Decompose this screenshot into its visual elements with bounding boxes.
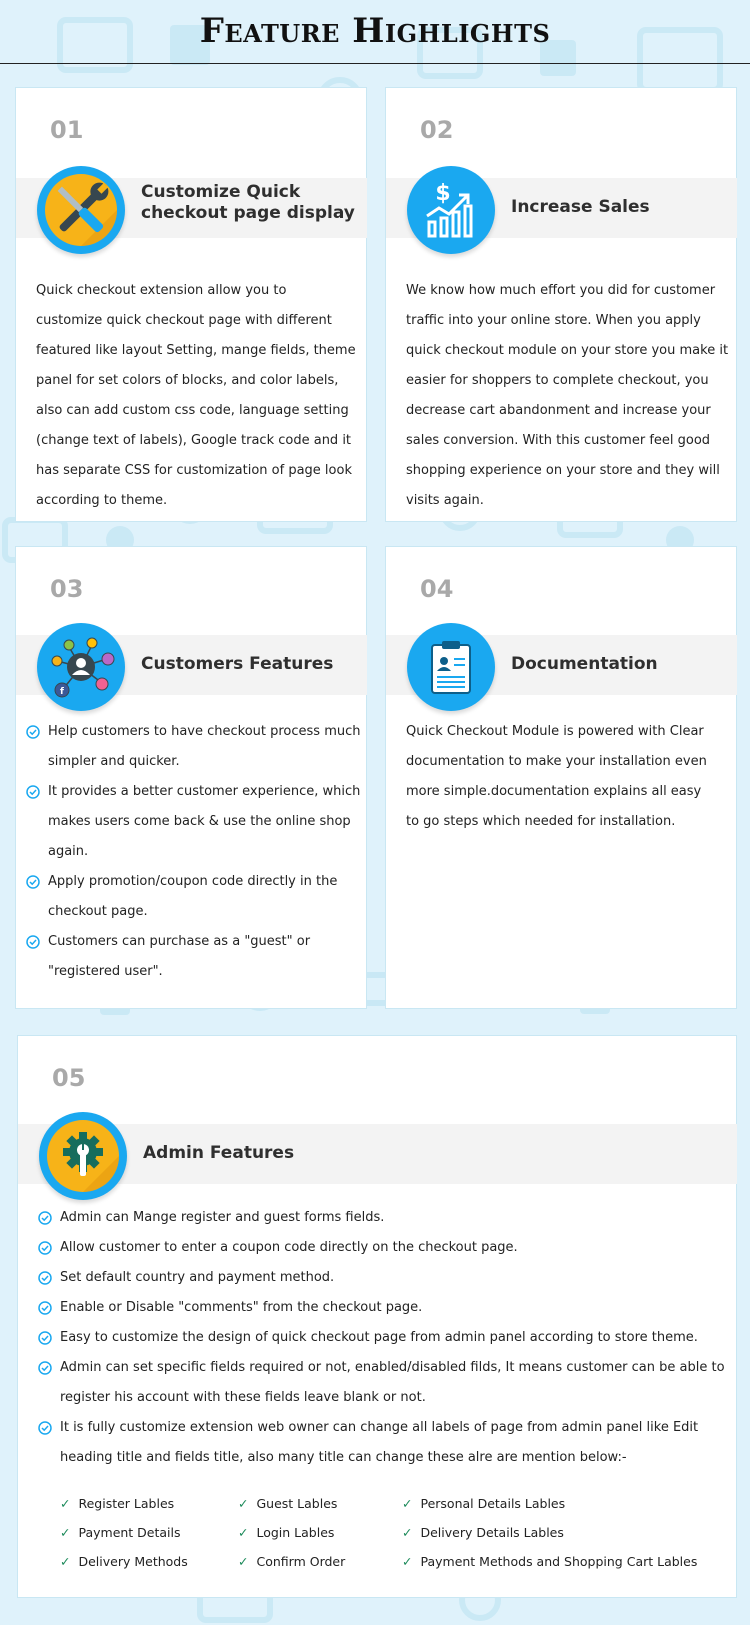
list-item-text: Admin can Mange register and guest forms fields.	[60, 1210, 385, 1225]
checkmark-icon: ✓	[60, 1496, 71, 1511]
feature-card-01	[15, 87, 367, 522]
label-item: ✓ Payment Methods and Shopping Cart Lables	[402, 1554, 698, 1569]
admin-feature-list	[38, 1203, 728, 1473]
checkmark-icon: ✓	[402, 1496, 413, 1511]
list-item-text: Customers can purchase as a "guest" or "registered user".	[48, 934, 311, 979]
feature-description: Quick checkout extension allow you to customize quick checkout page with different featured like layout Setting, mange fields, theme panel for set colors of blocks, and color labels, also can add custom css code, language setting (change text of labels), Google track code and it has separate CSS for customization of page look according to theme.	[36, 283, 356, 508]
feature-number: 05	[52, 1064, 86, 1092]
list-item	[38, 1353, 728, 1413]
svg-text:$: $	[435, 181, 451, 206]
list-item-text: Admin can set specific fields required or not, enabled/disabled filds, It means customer can be able to register his account with these fields leave blank or not.	[60, 1360, 725, 1405]
feature-title: Customize Quick checkout page display	[141, 182, 355, 223]
feature-number: 02	[420, 116, 454, 144]
list-item	[38, 1293, 728, 1323]
page-title: Feature Highlights	[199, 11, 551, 51]
gear-wrench-icon	[39, 1112, 127, 1200]
check-circle-icon	[26, 785, 40, 799]
check-circle-icon	[38, 1361, 52, 1375]
feature-number: 04	[420, 575, 454, 603]
checkmark-icon: ✓	[402, 1525, 413, 1540]
customer-network-icon	[37, 623, 125, 711]
list-item-text: Help customers to have checkout process much simpler and quicker.	[48, 724, 361, 769]
list-item	[26, 717, 366, 777]
label-item: ✓ Personal Details Lables	[402, 1496, 566, 1511]
check-circle-icon	[38, 1241, 52, 1255]
list-item	[38, 1323, 728, 1353]
list-item-text: Set default country and payment method.	[60, 1270, 335, 1285]
check-circle-icon	[38, 1331, 52, 1345]
feature-number: 03	[50, 575, 84, 603]
list-item-text: Easy to customize the design of quick checkout page from admin panel according to store theme.	[60, 1330, 698, 1345]
list-item	[38, 1203, 728, 1233]
label-item: ✓ Delivery Methods	[60, 1554, 188, 1569]
list-item	[26, 867, 366, 927]
list-item-text: Apply promotion/coupon code directly in the checkout page.	[48, 874, 338, 919]
label-list	[60, 1491, 722, 1574]
label-item: ✓ Guest Lables	[238, 1496, 338, 1511]
checkmark-icon: ✓	[238, 1525, 249, 1540]
label-item: ✓ Delivery Details Lables	[402, 1525, 564, 1540]
label-item: ✓ Payment Details	[60, 1525, 181, 1540]
checkmark-icon: ✓	[60, 1525, 71, 1540]
svg-text:f: f	[60, 687, 64, 697]
check-circle-icon	[26, 935, 40, 949]
feature-card-02	[385, 87, 737, 522]
checkmark-icon: ✓	[402, 1554, 413, 1569]
list-item	[38, 1263, 728, 1293]
feature-description: We know how much effort you did for customer traffic into your online store. When you apply quick checkout module on your store you make it easier for shoppers to complete checkout, you decrease cart abandonment and increase your sales conversion. With this customer feel good shopping experience on your store and they will visits again.	[406, 283, 729, 508]
list-item-text: Enable or Disable "comments" from the checkout page.	[60, 1300, 423, 1315]
list-item	[38, 1413, 728, 1473]
feature-description: Quick Checkout Module is powered with Clear documentation to make your installation even more simple.documentation explains all easy to go steps which needed for installation.	[406, 724, 707, 829]
check-circle-icon	[38, 1271, 52, 1285]
list-item	[26, 777, 366, 867]
sales-chart-icon	[407, 166, 495, 254]
list-item-text: Allow customer to enter a coupon code directly on the checkout page.	[60, 1240, 518, 1255]
feature-card-05	[17, 1035, 737, 1598]
check-circle-icon	[38, 1211, 52, 1225]
feature-title: Admin Features	[143, 1143, 295, 1163]
checkmark-icon: ✓	[238, 1554, 249, 1569]
feature-title: Documentation	[511, 654, 658, 674]
feature-number: 01	[50, 116, 84, 144]
feature-title: Customers Features	[141, 654, 334, 674]
page-header	[0, 0, 750, 64]
list-item	[26, 927, 366, 987]
check-circle-icon	[38, 1421, 52, 1435]
check-circle-icon	[26, 875, 40, 889]
tools-icon	[37, 166, 125, 254]
feature-title: Increase Sales	[511, 197, 650, 217]
clipboard-icon	[407, 623, 495, 711]
check-circle-icon	[38, 1301, 52, 1315]
label-item: ✓ Login Lables	[238, 1525, 335, 1540]
check-circle-icon	[26, 725, 40, 739]
customer-feature-list	[26, 717, 366, 987]
checkmark-icon: ✓	[60, 1554, 71, 1569]
list-item-text: It provides a better customer experience, which makes users come back & use the online shop again.	[48, 784, 361, 859]
checkmark-icon: ✓	[238, 1496, 249, 1511]
list-item-text: It is fully customize extension web owner can change all labels of page from admin panel like Edit heading title and fields title, also many title can change these alre are mention below:-	[60, 1420, 699, 1465]
label-item: ✓ Register Lables	[60, 1496, 175, 1511]
feature-card-03	[15, 546, 367, 1009]
feature-card-04	[385, 546, 737, 1009]
label-item: ✓ Confirm Order	[238, 1554, 346, 1569]
list-item	[38, 1233, 728, 1263]
